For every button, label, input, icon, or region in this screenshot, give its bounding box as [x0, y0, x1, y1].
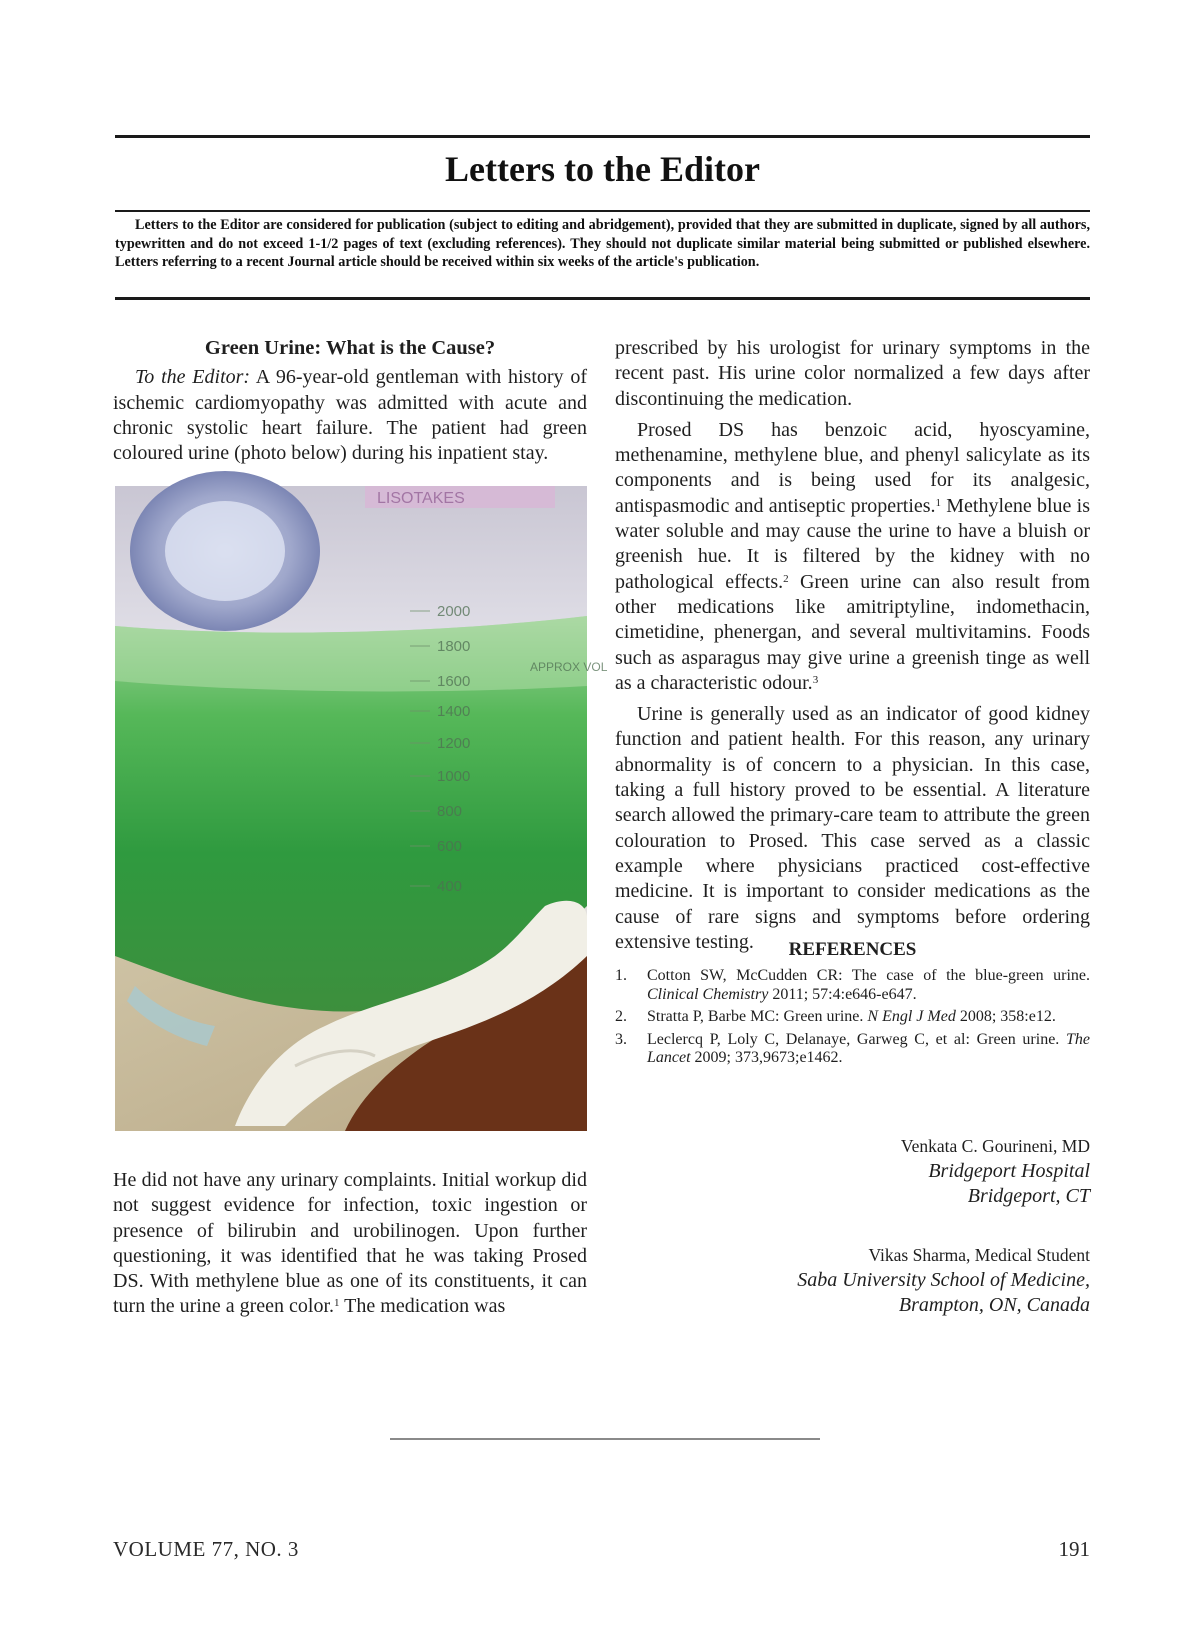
left-column-bottom	[113, 1168, 587, 1320]
author-location: Brampton, ON, Canada	[898, 1294, 1090, 1316]
reference-authors: Stratta P, Barbe MC: Green urine.	[647, 1008, 868, 1025]
scale-mark: 1200	[437, 735, 471, 752]
author-name: Venkata C. Gourineni, MD	[900, 1136, 1090, 1156]
reference-number: 3.	[615, 1030, 627, 1048]
references-heading: REFERENCES	[788, 939, 917, 960]
scale-mark: 1600	[437, 673, 471, 690]
salutation: To the Editor:	[135, 366, 251, 389]
author-location: Bridgeport, CT	[967, 1185, 1090, 1207]
author-affiliation: Bridgeport Hospital	[928, 1160, 1090, 1182]
reference-item	[615, 967, 1090, 1004]
scale-mark: 400	[437, 878, 463, 895]
footer-rule	[390, 1438, 820, 1440]
paragraph-4: Urine is generally used as an indicator of good kidney function and patient health. For this reason, any urinary abnormality is of concern to a physician. In this case, taking a full history proved to be essential. A literature search allowed the primary-care team to attribute the green colouration to Prosed. This case served as a classic example where physicians practiced cost-effective medicine. It is important to consider medications as the cause of rare signs and symptoms before ordering extensive testing.	[615, 703, 1090, 953]
citation-1: 1	[334, 1297, 340, 1310]
citation-3: 3	[812, 673, 819, 686]
header-bottom-rule	[115, 297, 1090, 300]
paragraph-3-part-a: Prosed DS has benzoic acid, hyoscyamine, methenamine, methylene blue, and phenyl salicylate as its components and is being used for its analgesic, antispasmodic and antiseptic properties.	[615, 418, 1090, 517]
side-label: APPROX VOL	[530, 660, 608, 674]
author-affiliation: Saba University School of Medicine,	[797, 1269, 1090, 1291]
green-urine-photo	[115, 486, 608, 1131]
references-section	[615, 939, 1090, 1072]
author-signature-1	[901, 1133, 1090, 1209]
paragraph-2	[113, 1168, 587, 1320]
reference-text	[647, 1031, 1090, 1068]
reference-text	[647, 967, 1090, 1004]
left-column-top	[113, 336, 587, 466]
paragraph-3	[615, 418, 1090, 696]
reference-number: 2.	[615, 1008, 627, 1025]
reference-authors: Leclercq P, Loly C, Delanaye, Garweg C, et al: Green urine.	[647, 1030, 1066, 1048]
scale-mark: 1800	[437, 638, 471, 655]
paragraph-2-continued: prescribed by his urologist for urinary symptoms in the recent past. His urine color normalized a few days after discontinuing the medication.	[615, 337, 1090, 410]
reference-authors: Cotton SW, McCudden CR: The case of the blue-green urine.	[647, 967, 1090, 984]
policy-note: Letters to the Editor are considered for publication (subject to editing and abridgement), provided that they are submitted in duplicate, signed by all authors, typewritten and do not exceed 1-1/2 pages of text (excluding references). They should not duplicate similar material being submitted or published elsewhere. Letters referring to a recent Journal article should be received within six weeks of the article's publication.	[115, 217, 1090, 270]
header-middle-rule	[115, 210, 1090, 212]
reference-item	[615, 1008, 1090, 1027]
section-title: Letters to the Editor	[445, 149, 760, 189]
paragraph-3-part-c: Green urine can also result from other medications like amitriptyline, indomethacin, cimetidine, phenergan, and several multivitamins. Foods such as asparagus may give urine a greenish tinge as well as a characteristic odour.	[615, 570, 1090, 694]
scale-mark: 800	[437, 803, 463, 820]
reference-item	[615, 1031, 1090, 1068]
reference-journal: N Engl J Med	[867, 1008, 956, 1025]
paragraph-2-tail: The medication was	[339, 1295, 506, 1318]
author-signature-2	[797, 1242, 1090, 1318]
right-column	[615, 336, 1090, 955]
article-title: Green Urine: What is the Cause?	[204, 337, 496, 359]
footer-volume: VOLUME 77, NO. 3	[113, 1537, 299, 1561]
citation-2: 2	[783, 572, 789, 585]
author-name: Vikas Sharma, Medical Student	[868, 1245, 1090, 1265]
scale-mark: 1400	[437, 703, 471, 720]
scale-mark: 600	[437, 838, 463, 855]
scale-mark: 1000	[437, 768, 471, 785]
page-number: 191	[1058, 1537, 1090, 1561]
paragraph-1-text: A 96-year-old gentleman with history of ischemic cardiomyopathy was admitted with acute and chronic systolic heart failure. The patient had green coloured urine (photo below) during his inpatient stay.	[113, 366, 588, 465]
paragraph-1	[113, 365, 587, 466]
citation-1: 1	[935, 496, 942, 509]
reference-journal: Clinical Chemistry	[647, 985, 769, 1003]
reference-citation: 2011; 57:4:e646-e647.	[768, 985, 917, 1003]
paragraph-3-part-b: Methylene blue is water soluble and may cause the urine to have a bluish or greenish hue. It is filtered by the kidney with no pathological effects.	[615, 494, 1090, 593]
bag-label-text: LISOTAKES	[377, 490, 465, 507]
reference-journal: The Lancet	[647, 1030, 1090, 1066]
paragraph-2-text: He did not have any urinary complaints. Initial workup did not suggest evidence for infection, toxic ingestion or presence of bilirubin and urobilinogen. Upon further questioning, it was identified that he was taking Prosed DS. With methylene blue as one of its constituents, it can turn the urine a green color.	[113, 1169, 587, 1318]
reference-citation: 2009; 373,9673;e1462.	[690, 1049, 843, 1066]
scale-mark: 2000	[437, 603, 471, 620]
reference-number: 1.	[615, 967, 627, 984]
reference-text	[647, 1008, 1090, 1027]
header-top-rule	[115, 135, 1090, 138]
reference-citation: 2008; 358:e12.	[955, 1008, 1056, 1025]
